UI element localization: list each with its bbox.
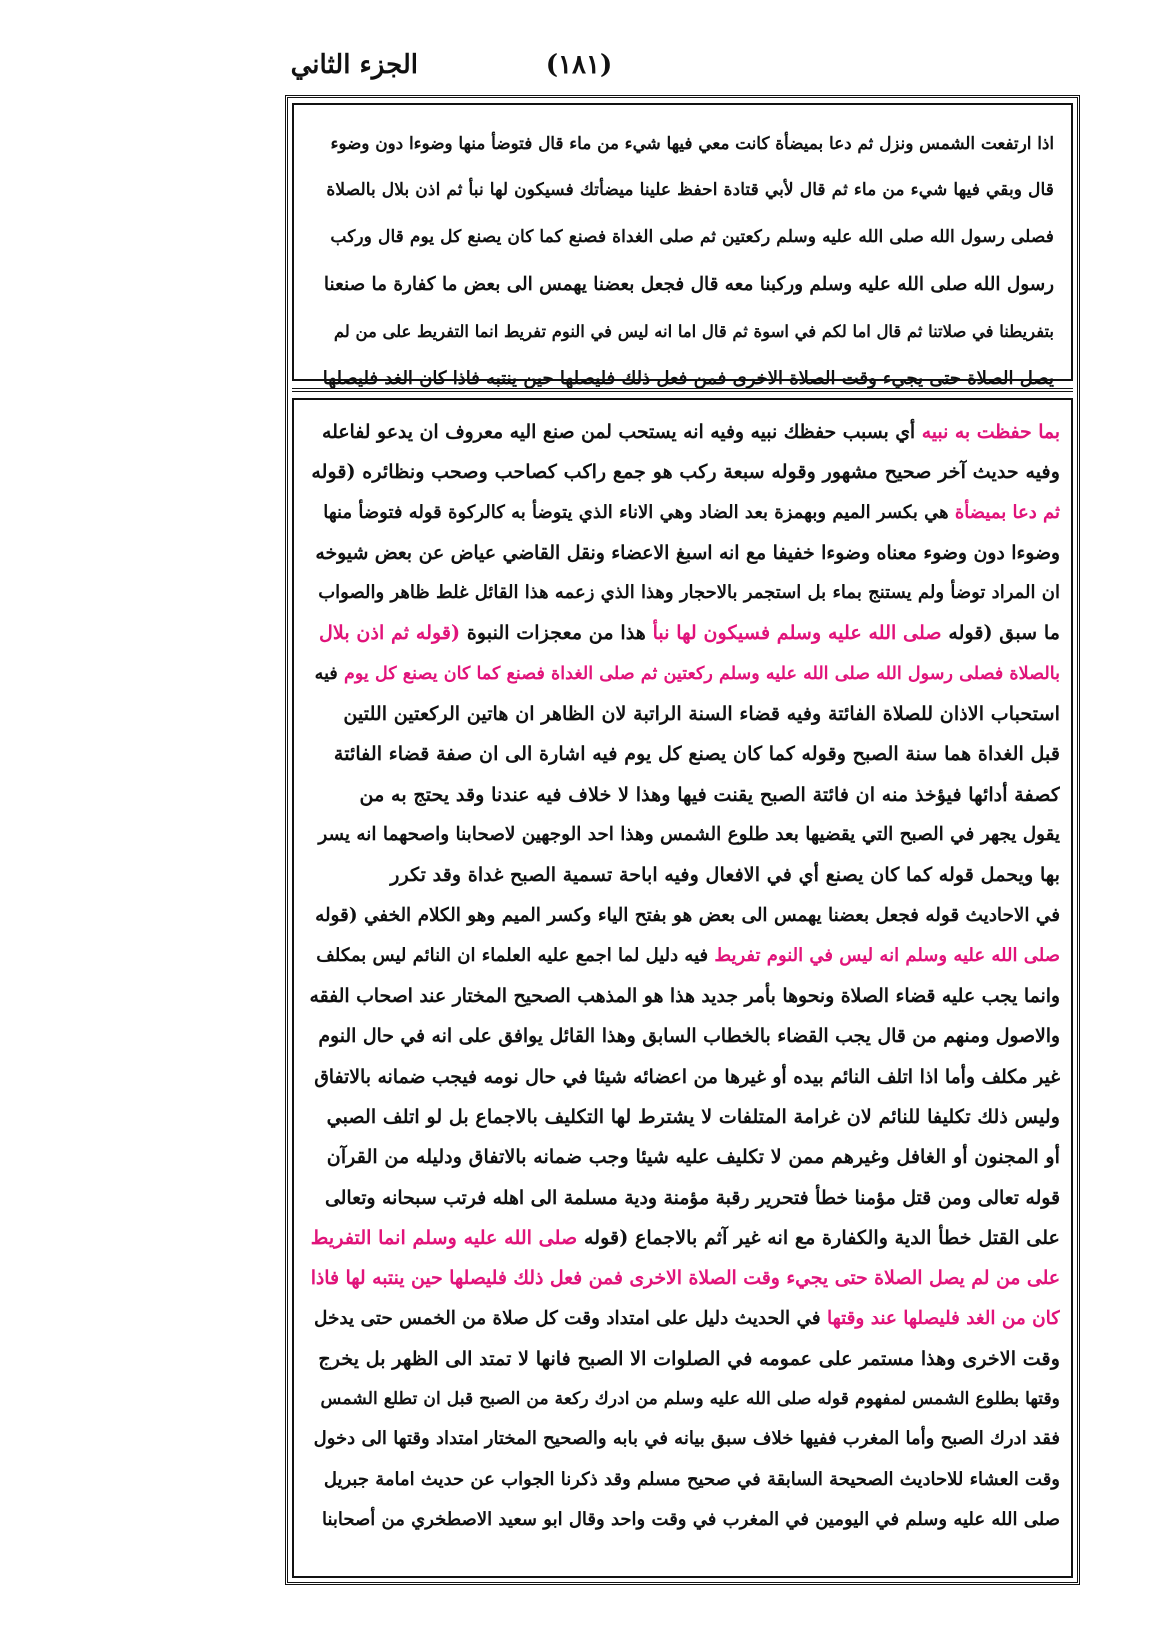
hadith-line: قال وبقي فيها شيء من ماء ثم قال لأبي قتادة احفظ علينا ميضأتك فسيكون لها نبأ ثم اذن بلال بالصلاة (326, 180, 1054, 200)
commentary-line (310, 1500, 1060, 1540)
commentary-line (310, 976, 1060, 1016)
hadith-line: اذا ارتفعت الشمس ونزل ثم دعا بميضأة كانت معي فيها شيء من ماء قال فتوضأ منها وضوءا دون وضوء (330, 133, 1054, 153)
commentary-line (310, 493, 1060, 533)
quoted-matn-segment: بالصلاة فصلى رسول الله صلى الله عليه وسلم ركعتين ثم صلى الغداة فصنع كما كان يصنع كل يوم (343, 662, 1060, 684)
commentary-line (310, 1137, 1060, 1177)
commentary-segment: والاصول ومنهم من قال يجب القضاء بالخطاب السابق وهذا القائل يوافق على انه في حال النوم (318, 1025, 1060, 1048)
quoted-matn-segment: صلى الله عليه وسلم انما التفريط (310, 1225, 578, 1249)
commentary-line (310, 775, 1060, 815)
commentary-segment: في الحديث دليل على امتداد وقت كل صلاة من الخمس حتى يدخل (314, 1307, 827, 1329)
commentary-line (310, 855, 1060, 895)
commentary-line (310, 815, 1060, 855)
commentary-segment: كصفة أدائها فيؤخذ منه ان فائتة الصبح يقنت فيها وهذا لا خلاف فيه عندنا وقد يحتج به من (359, 782, 1060, 806)
commentary-segment: ان المراد توضأ ولم يستنج بماء بل استجمر بالاحجار وهذا الذي زعمه هذا القائل غلط ظاهر والصواب (318, 582, 1060, 604)
commentary-text (310, 412, 1060, 1540)
commentary-segment: أو المجنون أو الغافل وغيرهم ممن لا تكليف عليه شيئا وجب ضمانه بالاتفاق ودليله من القرآن (326, 1145, 1060, 1169)
commentary-line (310, 1057, 1060, 1097)
commentary-segment: في الاحاديث قوله فجعل بعضنا يهمس الى بعض هو بفتح الياء وكسر الميم وهو الكلام الخفي (قوله (315, 904, 1060, 926)
commentary-line (310, 1016, 1060, 1056)
commentary-line (310, 734, 1060, 774)
commentary-line (310, 1299, 1060, 1339)
commentary-segment: أي بسبب حفظك نبيه وفيه انه يستحب لمن صنع اليه معروف ان يدعو لفاعله (322, 421, 922, 443)
commentary-segment: هذا من معجزات النبوة (460, 621, 653, 645)
commentary-line (310, 1419, 1060, 1459)
commentary-line (310, 1379, 1060, 1419)
commentary-segment: وقت العشاء للاحاديث الصحيحة السابقة في صحيح مسلم وقد ذكرنا الجواب عن حديث امامة جبريل (323, 1468, 1060, 1490)
quoted-matn-segment: بما حفظت به نبيه (921, 421, 1060, 443)
commentary-line (310, 1460, 1060, 1500)
commentary-line (310, 1097, 1060, 1137)
page-number: (١٨١) (545, 50, 613, 80)
commentary-line (310, 694, 1060, 734)
commentary-segment: وانما يجب عليه قضاء الصلاة ونحوها بأمر جديد هذا هو المذهب الصحيح المختار عند اصحاب الفقه (310, 985, 1060, 1008)
commentary-line (310, 1258, 1060, 1298)
commentary-line (310, 936, 1060, 976)
quoted-matn-segment: (قوله ثم اذن بلال (318, 621, 461, 645)
commentary-segment: صلى الله عليه وسلم في اليومين في المغرب في وقت واحد وقال ابو سعيد الاصطخري من أصحابنا (321, 1509, 1060, 1531)
commentary-segment: ما سبق (قوله (941, 621, 1060, 645)
commentary-segment: وقت الاخرى وهذا مستمر على عمومه في الصلوات الا الصبح فانها لا تمتد الى الظهر بل يخرج (318, 1346, 1060, 1370)
quoted-matn-segment: ثم دعا بميضأة (954, 501, 1060, 523)
quoted-matn-segment: كان من الغد فليصلها عند وقتها (827, 1307, 1060, 1329)
commentary-segment: وفيه حديث آخر صحيح مشهور وقوله سبعة ركب هو جمع راكب كصاحب وصحب ونظائره (قوله (311, 460, 1060, 484)
hadith-line: رسول الله صلى الله عليه وسلم وركبنا معه قال فجعل بعضنا يهمس الى بعض ما كفارة ما صنعنا (323, 274, 1054, 295)
hadith-text (318, 120, 1054, 402)
commentary-segment: هي بكسر الميم وبهمزة بعد الضاد وهي الاناء الذي يتوضأ به كالركوة قوله فتوضأ منها (323, 501, 955, 523)
commentary-line (310, 896, 1060, 936)
commentary-line (310, 533, 1060, 573)
commentary-segment: على القتل خطأ الدية والكفارة مع انه غير آثم بالاجماع (قوله (577, 1225, 1060, 1249)
commentary-segment: فقد ادرك الصبح وأما المغرب ففيها خلاف سبق بيانه في بابه والصحيح المختار امتداد وقتها الى دخول (313, 1428, 1060, 1450)
quoted-matn-segment: صلى الله عليه وسلم انه ليس في النوم تفريط (714, 944, 1060, 966)
commentary-line (310, 573, 1060, 613)
commentary-line (310, 613, 1060, 653)
quoted-matn-segment: صلى الله عليه وسلم فسيكون لها نبأ (652, 621, 942, 645)
commentary-line (310, 1339, 1060, 1379)
hadith-line: بتفريطنا في صلاتنا ثم قال اما لكم في اسوة ثم قال اما انه ليس في النوم تفريط انما التفريط على من لم (333, 322, 1054, 341)
commentary-segment: غير مكلف وأما اذا اتلف النائم بيده أو غيرها من اعضائه شيئا في حال نومه فيجب ضمانه بالاتفاق (314, 1065, 1060, 1088)
commentary-segment: فيه (314, 662, 344, 684)
hadith-line: يصل الصلاة حتى يجيء وقت الصلاة الاخرى فمن فعل ذلك فليصلها حين ينتبه فاذا كان الغد فليصلها (322, 368, 1054, 389)
commentary-segment: بها ويحمل قوله كما كان يصنع أي في الافعال وفيه اباحة تسمية الصبح غداة وقد تكرر (390, 863, 1060, 887)
commentary-segment: استحباب الاذان للصلاة الفائتة وفيه قضاء السنة الراتبة لان الظاهر ان هاتين الركعتين اللتين (343, 702, 1060, 726)
commentary-line (310, 412, 1060, 452)
commentary-segment: يقول يجهر في الصبح التي يقضيها بعد طلوع الشمس وهذا احد الوجهين لاصحابنا واصحهما انه يسر (318, 823, 1060, 845)
commentary-segment: وضوءا دون وضوء معناه وضوءا خفيفا مع انه اسبغ الاعضاء ونقل القاضي عياض عن بعض شيوخه (315, 541, 1060, 564)
commentary-segment: قوله تعالى ومن قتل مؤمنا خطأ فتحرير رقبة مؤمنة ودية مسلمة الى اهله فرتب سبحانه وتعالى (325, 1186, 1060, 1209)
commentary-segment: وقتها بطلوع الشمس لمفهوم قوله صلى الله عليه وسلم من ادرك ركعة من الصبح قبل ان تطلع الشمس (320, 1389, 1060, 1410)
commentary-line (310, 1178, 1060, 1218)
commentary-segment: وليس ذلك تكليفا للنائم لان غرامة المتلفات لا يشترط لها التكليف بالاجماع بل لو اتلف الصبي (326, 1105, 1060, 1129)
hadith-line: فصلى رسول الله صلى الله عليه وسلم ركعتين ثم صلى الغداة فصنع كما كان يصنع كل يوم قال وركب (330, 227, 1054, 247)
commentary-segment: فيه دليل لما اجمع عليه العلماء ان النائم ليس بمكلف (316, 944, 715, 966)
quoted-matn-segment: على من لم يصل الصلاة حتى يجيء وقت الصلاة الاخرى فمن فعل ذلك فليصلها حين ينتبه لها فاذا (310, 1267, 1060, 1290)
commentary-segment: قبل الغداة هما سنة الصبح وقوله كما كان يصنع كل يوم فيه اشارة الى ان صفة قضاء الفائتة (333, 742, 1060, 766)
commentary-line (310, 452, 1060, 492)
commentary-line (310, 1218, 1060, 1258)
volume-title: الجزء الثاني (290, 50, 418, 80)
page-header (0, 44, 1158, 94)
commentary-line (310, 654, 1060, 694)
